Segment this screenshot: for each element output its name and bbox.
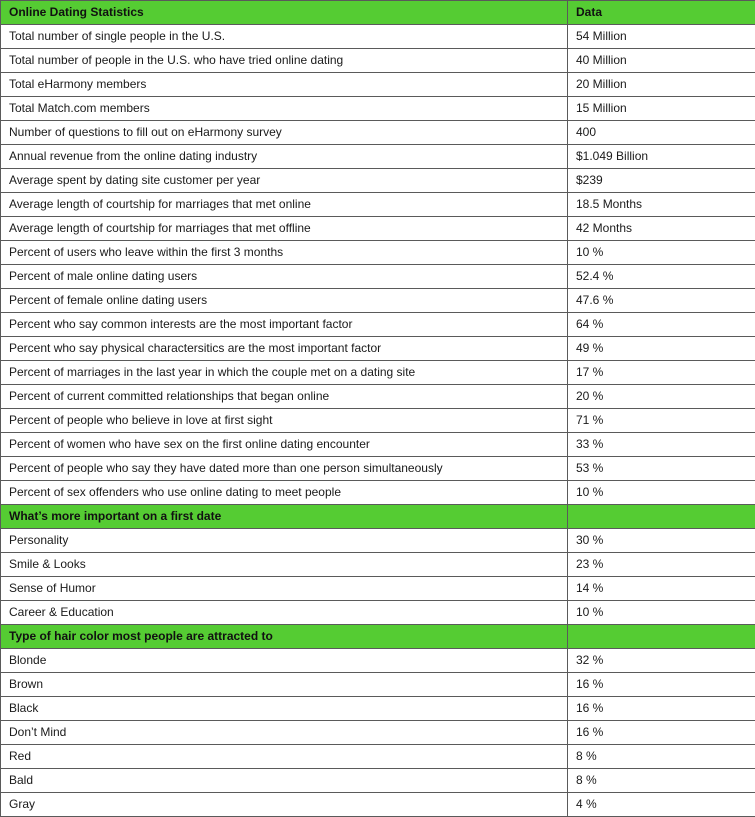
- table-row: [1, 313, 755, 337]
- row-label: Red: [1, 745, 568, 769]
- row-label: Smile & Looks: [1, 553, 568, 577]
- table-row: [1, 337, 755, 361]
- row-label: Annual revenue from the online dating industry: [1, 145, 568, 169]
- row-value: 40 Million: [568, 49, 755, 73]
- row-value: 17 %: [568, 361, 755, 385]
- table-row: [1, 481, 755, 505]
- table-row: [1, 457, 755, 481]
- table-row: [1, 193, 755, 217]
- row-value: $239: [568, 169, 755, 193]
- row-value: 42 Months: [568, 217, 755, 241]
- row-label: Total Match.com members: [1, 97, 568, 121]
- row-label: Blonde: [1, 649, 568, 673]
- row-label: Number of questions to fill out on eHarmony survey: [1, 121, 568, 145]
- table-row: [1, 553, 755, 577]
- table-row: [1, 745, 755, 769]
- table-row: [1, 577, 755, 601]
- row-value: 14 %: [568, 577, 755, 601]
- table-row: [1, 145, 755, 169]
- row-value: 71 %: [568, 409, 755, 433]
- row-value: 52.4 %: [568, 265, 755, 289]
- row-label: Percent of current committed relationships that began online: [1, 385, 568, 409]
- row-label: Percent of female online dating users: [1, 289, 568, 313]
- row-value: 53 %: [568, 457, 755, 481]
- section-header-value: Data: [568, 1, 755, 25]
- row-label: Percent of people who believe in love at first sight: [1, 409, 568, 433]
- row-label: Percent of women who have sex on the first online dating encounter: [1, 433, 568, 457]
- row-value: 16 %: [568, 673, 755, 697]
- row-value: 10 %: [568, 481, 755, 505]
- row-value: 20 %: [568, 385, 755, 409]
- row-label: Average length of courtship for marriages that met offline: [1, 217, 568, 241]
- table-row: [1, 649, 755, 673]
- row-value: 47.6 %: [568, 289, 755, 313]
- row-value: 16 %: [568, 697, 755, 721]
- row-label: Sense of Humor: [1, 577, 568, 601]
- row-label: Total number of people in the U.S. who have tried online dating: [1, 49, 568, 73]
- table-row: [1, 433, 755, 457]
- row-label: Total number of single people in the U.S.: [1, 25, 568, 49]
- section-header-what-s-more-important-on-a-first-date: [1, 505, 755, 529]
- table-row: [1, 721, 755, 745]
- row-label: Total eHarmony members: [1, 73, 568, 97]
- table-row: [1, 73, 755, 97]
- row-label: Percent who say common interests are the most important factor: [1, 313, 568, 337]
- row-label: Percent of male online dating users: [1, 265, 568, 289]
- row-value: 33 %: [568, 433, 755, 457]
- row-label: Career & Education: [1, 601, 568, 625]
- section-header-online-dating-statistics: [1, 1, 755, 25]
- row-value: 10 %: [568, 601, 755, 625]
- row-label: Brown: [1, 673, 568, 697]
- row-value: 8 %: [568, 745, 755, 769]
- row-label: Bald: [1, 769, 568, 793]
- table-row: [1, 49, 755, 73]
- row-value: 10 %: [568, 241, 755, 265]
- row-label: Percent of users who leave within the first 3 months: [1, 241, 568, 265]
- row-label: Percent of sex offenders who use online dating to meet people: [1, 481, 568, 505]
- row-value: 8 %: [568, 769, 755, 793]
- row-value: 54 Million: [568, 25, 755, 49]
- table-row: [1, 769, 755, 793]
- row-label: Personality: [1, 529, 568, 553]
- row-value: 400: [568, 121, 755, 145]
- section-header-label: Online Dating Statistics: [1, 1, 568, 25]
- row-value: 32 %: [568, 649, 755, 673]
- row-value: 20 Million: [568, 73, 755, 97]
- table-row: [1, 529, 755, 553]
- section-header-value: [568, 505, 755, 529]
- table-row: [1, 697, 755, 721]
- row-label: Average length of courtship for marriages that met online: [1, 193, 568, 217]
- table-row: [1, 169, 755, 193]
- row-value: 64 %: [568, 313, 755, 337]
- row-value: 18.5 Months: [568, 193, 755, 217]
- row-label: Percent of marriages in the last year in which the couple met on a dating site: [1, 361, 568, 385]
- table-row: [1, 793, 755, 817]
- table-row: [1, 361, 755, 385]
- table-row: [1, 289, 755, 313]
- table-row: [1, 121, 755, 145]
- row-label: Don’t Mind: [1, 721, 568, 745]
- table-row: [1, 97, 755, 121]
- section-header-type-of-hair-color-most-people-are-attracted-to: [1, 625, 755, 649]
- row-label: Gray: [1, 793, 568, 817]
- table-row: [1, 601, 755, 625]
- table-row: [1, 409, 755, 433]
- table-row: [1, 217, 755, 241]
- row-value: 49 %: [568, 337, 755, 361]
- table-row: [1, 265, 755, 289]
- row-label: Percent who say physical charactersitics are the most important factor: [1, 337, 568, 361]
- table-row: [1, 385, 755, 409]
- section-header-value: [568, 625, 755, 649]
- row-label: Average spent by dating site customer per year: [1, 169, 568, 193]
- section-header-label: What’s more important on a first date: [1, 505, 568, 529]
- table-row: [1, 25, 755, 49]
- row-label: Percent of people who say they have dated more than one person simultaneously: [1, 457, 568, 481]
- row-value: 23 %: [568, 553, 755, 577]
- table-row: [1, 673, 755, 697]
- row-value: 4 %: [568, 793, 755, 817]
- section-header-label: Type of hair color most people are attracted to: [1, 625, 568, 649]
- table-row: [1, 241, 755, 265]
- row-label: Black: [1, 697, 568, 721]
- row-value: $1.049 Billion: [568, 145, 755, 169]
- row-value: 30 %: [568, 529, 755, 553]
- row-value: 16 %: [568, 721, 755, 745]
- stats-table-body: [1, 1, 755, 817]
- row-value: 15 Million: [568, 97, 755, 121]
